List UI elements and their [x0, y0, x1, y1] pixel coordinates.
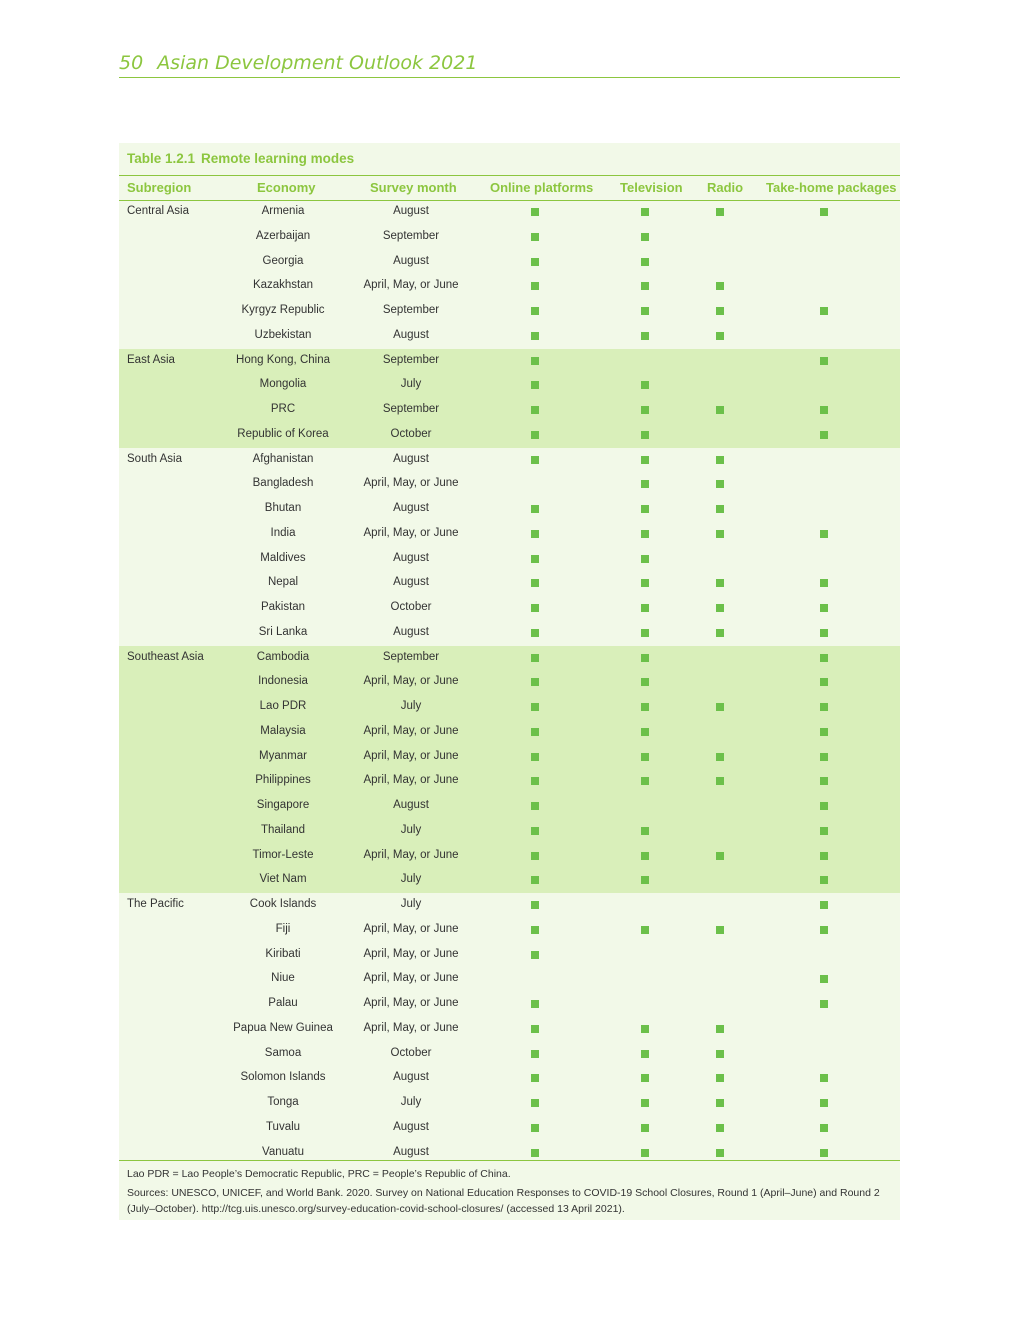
survey-month-value: October — [390, 1046, 432, 1059]
television-marker — [641, 654, 649, 662]
table-row — [119, 373, 900, 398]
table-row — [119, 250, 900, 275]
table-title — [127, 151, 354, 166]
take-home-marker — [820, 307, 828, 315]
online-platform-marker — [531, 1099, 539, 1107]
table-row — [119, 1141, 900, 1166]
online-platform-marker — [531, 1074, 539, 1082]
economy-name: Solomon Islands — [240, 1071, 326, 1084]
survey-month-value: April, May, or June — [363, 1021, 459, 1034]
television-marker — [641, 406, 649, 414]
television-marker — [641, 753, 649, 761]
survey-month-value: October — [390, 427, 432, 440]
survey-month-value: April, May, or June — [363, 848, 459, 861]
col-header-subregion: Subregion — [127, 180, 192, 195]
television-marker — [641, 456, 649, 464]
table-row — [119, 720, 900, 745]
television-marker — [641, 827, 649, 835]
online-platform-marker — [531, 654, 539, 662]
survey-month-value: April, May, or June — [363, 972, 459, 985]
table-row — [119, 324, 900, 349]
economy-name: Hong Kong, China — [236, 353, 330, 366]
survey-month-value: April, May, or June — [363, 526, 459, 539]
survey-month-value: September — [382, 650, 440, 663]
table-row — [119, 522, 900, 547]
online-platform-marker — [531, 456, 539, 464]
survey-month-value: August — [393, 452, 429, 465]
radio-marker — [716, 480, 724, 488]
television-marker — [641, 678, 649, 686]
take-home-marker — [820, 629, 828, 637]
online-platform-marker — [531, 208, 539, 216]
take-home-marker — [820, 1074, 828, 1082]
take-home-marker — [820, 753, 828, 761]
take-home-marker — [820, 357, 828, 365]
economy-name: Papua New Guinea — [233, 1021, 333, 1034]
television-marker — [641, 728, 649, 736]
radio-marker — [716, 1149, 724, 1157]
online-platform-marker — [531, 827, 539, 835]
table-row — [119, 472, 900, 497]
page-header — [119, 50, 900, 78]
subregion-cell: Southeast Asia — [127, 650, 204, 663]
online-platform-marker — [531, 951, 539, 959]
television-marker — [641, 530, 649, 538]
take-home-marker — [820, 1099, 828, 1107]
television-marker — [641, 876, 649, 884]
radio-marker — [716, 456, 724, 464]
online-platform-marker — [531, 703, 539, 711]
table-row — [119, 571, 900, 596]
online-platform-marker — [531, 753, 539, 761]
television-marker — [641, 1050, 649, 1058]
radio-marker — [716, 505, 724, 513]
take-home-marker — [820, 926, 828, 934]
radio-marker — [716, 926, 724, 934]
online-platform-marker — [531, 431, 539, 439]
table-row — [119, 1066, 900, 1091]
table-row — [119, 918, 900, 943]
online-platform-marker — [531, 282, 539, 290]
television-marker — [641, 282, 649, 290]
economy-name: Malaysia — [260, 724, 306, 737]
table-row — [119, 1017, 900, 1042]
table-row — [119, 646, 900, 671]
take-home-marker — [820, 604, 828, 612]
col-header-economy: Economy — [257, 180, 316, 195]
take-home-marker — [820, 728, 828, 736]
economy-name: Tuvalu — [265, 1120, 301, 1133]
survey-month-value: August — [393, 576, 429, 589]
survey-month-value: September — [382, 353, 440, 366]
survey-month-value: September — [382, 304, 440, 316]
radio-marker — [716, 208, 724, 216]
online-platform-marker — [531, 505, 539, 513]
table-row — [119, 497, 900, 522]
abbreviation-note: Lao PDR = Lao People’s Democratic Republic, PRC = People’s Republic of China. — [127, 1168, 511, 1180]
online-platform-marker — [531, 530, 539, 538]
online-platform-marker — [531, 802, 539, 810]
survey-month-value: August — [393, 205, 429, 217]
table-row — [119, 547, 900, 572]
online-platform-marker — [531, 307, 539, 315]
take-home-marker — [820, 406, 828, 414]
table-row — [119, 398, 900, 423]
page-number: 50 — [119, 52, 144, 74]
radio-marker — [716, 332, 724, 340]
take-home-marker — [820, 827, 828, 835]
economy-name: Uzbekistan — [254, 328, 312, 341]
economy-name: Vanuatu — [262, 1145, 304, 1158]
take-home-marker — [820, 876, 828, 884]
table-row — [119, 274, 900, 299]
survey-month-value: July — [400, 378, 422, 391]
survey-month-value: August — [393, 799, 429, 811]
survey-month-value: August — [393, 1071, 429, 1084]
television-marker — [641, 852, 649, 860]
television-marker — [641, 1099, 649, 1107]
online-platform-marker — [531, 258, 539, 266]
television-marker — [641, 1025, 649, 1033]
radio-marker — [716, 1124, 724, 1132]
economy-name: Georgia — [262, 254, 304, 267]
economy-name: Bhutan — [264, 502, 302, 514]
economy-name: Nepal — [267, 576, 299, 589]
take-home-marker — [820, 852, 828, 860]
table-number: Table 1.2.1 — [127, 151, 196, 166]
survey-month-value: April, May, or June — [363, 724, 459, 737]
table-row — [119, 819, 900, 844]
economy-name: Timor-Leste — [252, 848, 314, 861]
table-row — [119, 225, 900, 250]
take-home-marker — [820, 678, 828, 686]
take-home-marker — [820, 431, 828, 439]
radio-marker — [716, 852, 724, 860]
survey-month-value: April, May, or June — [363, 675, 459, 688]
economy-name: Myanmar — [259, 749, 307, 762]
economy-name: Niue — [271, 972, 295, 985]
online-platform-marker — [531, 1025, 539, 1033]
radio-marker — [716, 307, 724, 315]
radio-marker — [716, 753, 724, 761]
television-marker — [641, 1149, 649, 1157]
col-header-radio: Radio — [707, 180, 744, 195]
radio-marker — [716, 530, 724, 538]
table-row — [119, 943, 900, 968]
survey-month-value: April, May, or June — [363, 922, 459, 935]
online-platform-marker — [531, 332, 539, 340]
take-home-marker — [820, 1000, 828, 1008]
survey-month-value: September — [382, 229, 440, 242]
take-home-marker — [820, 579, 828, 587]
online-platform-marker — [531, 381, 539, 389]
online-platform-marker — [531, 1000, 539, 1008]
online-platform-marker — [531, 1050, 539, 1058]
sources-note: Sources: UNESCO, UNICEF, and World Bank. 2020. Survey on National Education Responses to COVID-19 School Closures, Round 1 (April–June) and Round 2 (July–October). http://tcg.uis.unesco.org/survey-education-covid-school-closures/ (accessed 13 April 2021). — [127, 1187, 880, 1215]
col-header-takehome: Take-home packages — [766, 180, 897, 195]
online-platform-marker — [531, 604, 539, 612]
subregion-cell: Central Asia — [127, 205, 190, 217]
survey-month-value: September — [382, 403, 440, 415]
table-row — [119, 670, 900, 695]
survey-month-value: August — [393, 625, 429, 638]
television-marker — [641, 777, 649, 785]
economy-name: Sri Lanka — [258, 625, 308, 638]
table-row — [119, 596, 900, 621]
table-row — [119, 299, 900, 324]
economy-name: Cook Islands — [249, 898, 317, 910]
economy-name: Republic of Korea — [237, 427, 329, 440]
online-platform-marker — [531, 629, 539, 637]
survey-month-value: April, May, or June — [363, 997, 459, 1009]
take-home-marker — [820, 1149, 828, 1157]
online-platform-marker — [531, 678, 539, 686]
economy-name: Kiribati — [265, 947, 301, 960]
online-platform-marker — [531, 777, 539, 785]
table-row — [119, 200, 900, 225]
take-home-marker — [820, 654, 828, 662]
online-platform-marker — [531, 233, 539, 241]
table-row — [119, 1091, 900, 1116]
television-marker — [641, 381, 649, 389]
table-row — [119, 893, 900, 918]
economy-name: Azerbaijan — [255, 229, 311, 242]
television-marker — [641, 1124, 649, 1132]
economy-name: Viet Nam — [259, 873, 307, 886]
television-marker — [641, 332, 649, 340]
take-home-marker — [820, 802, 828, 810]
take-home-marker — [820, 975, 828, 983]
table-row — [119, 745, 900, 770]
survey-month-value: April, May, or June — [363, 749, 459, 762]
survey-month-value: July — [400, 700, 422, 712]
television-marker — [641, 505, 649, 513]
radio-marker — [716, 1099, 724, 1107]
table-row — [119, 423, 900, 448]
radio-marker — [716, 629, 724, 637]
radio-marker — [716, 406, 724, 414]
table-row — [119, 349, 900, 374]
television-marker — [641, 480, 649, 488]
take-home-marker — [820, 530, 828, 538]
survey-month-value: July — [400, 873, 422, 886]
take-home-marker — [820, 208, 828, 216]
economy-name: Maldives — [260, 551, 306, 564]
survey-month-value: April, May, or June — [363, 477, 459, 490]
survey-month-value: August — [393, 328, 429, 341]
table-row — [119, 844, 900, 869]
table-row — [119, 695, 900, 720]
economy-name: Kazakhstan — [252, 279, 314, 292]
take-home-marker — [820, 1124, 828, 1132]
survey-month-value: April, May, or June — [363, 774, 459, 787]
table-row — [119, 992, 900, 1017]
television-marker — [641, 258, 649, 266]
online-platform-marker — [531, 406, 539, 414]
survey-month-value: August — [393, 254, 429, 267]
online-platform-marker — [531, 852, 539, 860]
television-marker — [641, 926, 649, 934]
online-platform-marker — [531, 357, 539, 365]
col-header-television: Television — [620, 180, 683, 195]
television-marker — [641, 629, 649, 637]
table-row — [119, 448, 900, 473]
economy-name: Philippines — [255, 774, 311, 787]
television-marker — [641, 555, 649, 563]
economy-name: Lao PDR — [259, 700, 307, 712]
online-platform-marker — [531, 901, 539, 909]
economy-name: Afghanistan — [252, 452, 314, 465]
table-row — [119, 1116, 900, 1141]
survey-month-value: August — [393, 551, 429, 564]
television-marker — [641, 604, 649, 612]
economy-name: India — [270, 526, 296, 539]
radio-marker — [716, 604, 724, 612]
survey-month-value: October — [390, 601, 432, 613]
publication-title: Asian Development Outlook 2021 — [157, 52, 478, 74]
radio-marker — [716, 579, 724, 587]
take-home-marker — [820, 901, 828, 909]
economy-name: Indonesia — [258, 675, 308, 688]
television-marker — [641, 307, 649, 315]
take-home-marker — [820, 777, 828, 785]
economy-name: Cambodia — [256, 650, 310, 663]
table-bottom-rule — [119, 1160, 900, 1161]
online-platform-marker — [531, 555, 539, 563]
radio-marker — [716, 1025, 724, 1033]
television-marker — [641, 703, 649, 711]
survey-month-value: July — [400, 823, 422, 836]
economy-name: Samoa — [264, 1046, 302, 1059]
table-label: Remote learning modes — [201, 151, 355, 166]
table-row — [119, 794, 900, 819]
economy-name: Thailand — [260, 823, 306, 836]
survey-month-value: April, May, or June — [363, 279, 459, 292]
radio-marker — [716, 1074, 724, 1082]
radio-marker — [716, 282, 724, 290]
survey-month-value: July — [400, 898, 422, 910]
subregion-cell: South Asia — [127, 452, 182, 465]
economy-name: Pakistan — [260, 601, 306, 613]
economy-name: Tonga — [267, 1096, 299, 1108]
table-row — [119, 1042, 900, 1067]
economy-name: Armenia — [261, 205, 305, 217]
table-row — [119, 967, 900, 992]
survey-month-value: July — [400, 1096, 422, 1108]
radio-marker — [716, 777, 724, 785]
subregion-cell: The Pacific — [127, 898, 184, 910]
survey-month-value: August — [393, 502, 429, 514]
economy-name: Bangladesh — [252, 477, 314, 490]
online-platform-marker — [531, 1149, 539, 1157]
economy-name: Kyrgyz Republic — [241, 304, 325, 316]
table-row — [119, 621, 900, 646]
radio-marker — [716, 1050, 724, 1058]
online-platform-marker — [531, 579, 539, 587]
online-platform-marker — [531, 876, 539, 884]
online-platform-marker — [531, 728, 539, 736]
table-panel — [119, 143, 900, 1220]
economy-name: Mongolia — [259, 378, 307, 391]
column-headers — [119, 175, 900, 201]
table-row — [119, 868, 900, 893]
television-marker — [641, 208, 649, 216]
economy-name: Fiji — [275, 922, 291, 935]
economy-name: Palau — [268, 997, 298, 1009]
television-marker — [641, 579, 649, 587]
television-marker — [641, 431, 649, 439]
economy-name: Singapore — [256, 799, 310, 811]
col-header-online: Online platforms — [490, 180, 594, 195]
online-platform-marker — [531, 926, 539, 934]
survey-month-value: August — [393, 1120, 429, 1133]
television-marker — [641, 233, 649, 241]
survey-month-value: April, May, or June — [363, 947, 459, 960]
television-marker — [641, 1074, 649, 1082]
survey-month-value: August — [393, 1145, 429, 1158]
table-row — [119, 769, 900, 794]
online-platform-marker — [531, 1124, 539, 1132]
table-notes — [127, 1166, 892, 1217]
subregion-cell: East Asia — [127, 353, 175, 366]
radio-marker — [716, 703, 724, 711]
take-home-marker — [820, 703, 828, 711]
col-header-survey-month: Survey month — [370, 180, 457, 195]
economy-name: PRC — [270, 403, 296, 415]
